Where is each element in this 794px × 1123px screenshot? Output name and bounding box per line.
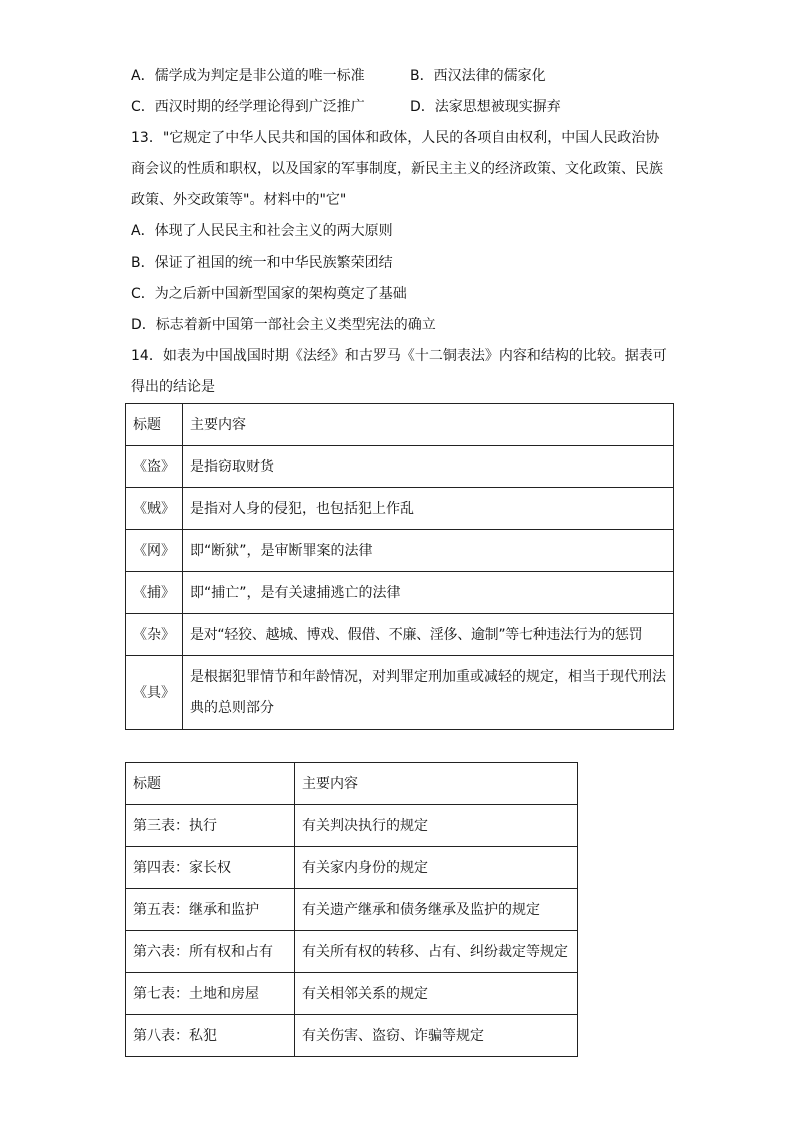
content-cell: 有关遗产继承和债务继承及监护的规定 — [295, 889, 578, 931]
table-row — [126, 889, 578, 931]
title-cell: 第七表：土地和房屋 — [126, 973, 295, 1015]
table-header-row — [126, 763, 578, 805]
title-cell: 第五表：继承和监护 — [126, 889, 295, 931]
table-row — [126, 847, 578, 889]
content-cell: 有关相邻关系的规定 — [295, 973, 578, 1015]
fajing-table — [125, 403, 674, 730]
content-cell: 有关判决执行的规定 — [295, 805, 578, 847]
table-row — [126, 572, 674, 614]
q13-option-a: A．体现了人民民主和社会主义的两大原则 — [131, 223, 393, 239]
content-text: 是对“轻狡、越城、博戏、假借、不廉、淫侈、逾制”等七种违法行为的惩罚 — [190, 626, 643, 643]
twelve-tables-table — [125, 762, 578, 1057]
content-cell: 是指对人身的侵犯，也包括犯上作乱 — [183, 488, 674, 530]
table-row — [126, 973, 578, 1015]
table-header-row — [126, 404, 674, 446]
content-cell: 有关家内身份的规定 — [295, 847, 578, 889]
title-cell: 《贼》 — [126, 488, 183, 530]
title-cell: 《杂》 — [126, 614, 183, 656]
content-text: 有关所有权的转移、占有、纠纷裁定等规定 — [302, 943, 568, 960]
title-cell: 《网》 — [126, 530, 183, 572]
content-cell — [183, 614, 674, 656]
q13-stem-line-2: 商会议的性质和职权，以及国家的军事制度，新民主主义的经济政策、文化政策、民族 — [131, 161, 663, 177]
header-content-cell: 主要内容 — [295, 763, 578, 805]
q13-option-d: D．标志着新中国第一部社会主义类型宪法的确立 — [131, 317, 436, 333]
title-cell: 第六表：所有权和占有 — [126, 931, 295, 973]
content-line-2: 典的总则部分 — [190, 699, 274, 716]
title-cell: 第八表：私犯 — [126, 1015, 295, 1057]
table-row — [126, 446, 674, 488]
q13-stem-line-1: 13．"它规定了中华人民共和国的国体和政体，人民的各项自由权利，中国人民政治协 — [131, 130, 660, 146]
content-cell — [295, 931, 578, 973]
table-row — [126, 805, 578, 847]
q13-option-c: C．为之后新中国新型国家的架构奠定了基础 — [131, 286, 407, 302]
title-cell: 第三表：执行 — [126, 805, 295, 847]
q12-option-c: C．西汉时期的经学理论得到广泛推广 — [131, 99, 365, 115]
q13-stem-line-3: 政策、外交政策等"。材料中的"它" — [131, 192, 347, 208]
table-row — [126, 614, 674, 656]
title-cell: 《盗》 — [126, 446, 183, 488]
content-cell: 即“断狱”，是审断罪案的法律 — [183, 530, 674, 572]
header-content-cell: 主要内容 — [183, 404, 674, 446]
table-row — [126, 530, 674, 572]
q14-stem-line-2: 得出的结论是 — [131, 379, 215, 395]
header-title-cell: 标题 — [126, 404, 183, 446]
content-cell: 即“捕亡”，是有关逮捕逃亡的法律 — [183, 572, 674, 614]
q12-option-a: A．儒学成为判定是非公道的唯一标准 — [131, 68, 365, 84]
q12-option-b: B．西汉法律的儒家化 — [410, 68, 546, 84]
table-row — [126, 656, 674, 730]
table-row — [126, 488, 674, 530]
title-cell: 《具》 — [126, 656, 183, 730]
content-cell — [183, 656, 674, 730]
content-cell: 有关伤害、盗窃、诈骗等规定 — [295, 1015, 578, 1057]
q13-option-b: B．保证了祖国的统一和中华民族繁荣团结 — [131, 255, 393, 271]
q12-option-d: D．法家思想被现实摒弃 — [410, 99, 561, 115]
title-cell: 《捕》 — [126, 572, 183, 614]
table-row — [126, 931, 578, 973]
table-row — [126, 1015, 578, 1057]
header-title-cell: 标题 — [126, 763, 295, 805]
content-line-1: 是根据犯罪情节和年龄情况，对判罪定刑加重或减轻的规定，相当于现代刑法 — [190, 668, 666, 685]
content-cell: 是指窃取财货 — [183, 446, 674, 488]
title-cell: 第四表：家长权 — [126, 847, 295, 889]
q14-stem-line-1: 14．如表为中国战国时期《法经》和古罗马《十二铜表法》内容和结构的比较。据表可 — [131, 348, 667, 364]
